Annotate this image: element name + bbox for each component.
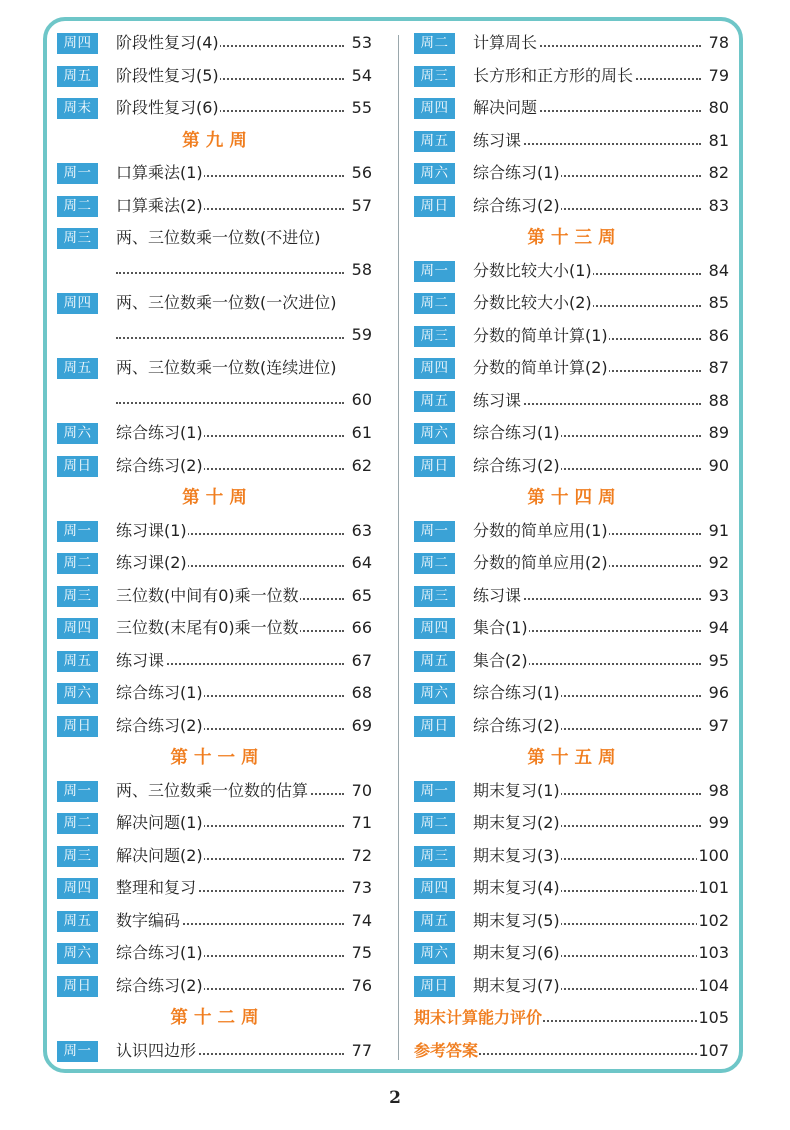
day-badge: 周五 <box>414 391 455 412</box>
toc-entry[interactable] <box>414 352 729 385</box>
entry-title: 两、三位数乘一位数的估算 <box>116 779 309 803</box>
entry-page-number: 76 <box>351 974 372 998</box>
entry-title: 期末复习(6) <box>473 941 561 965</box>
toc-entry[interactable] <box>414 970 729 1003</box>
day-badge: 周日 <box>57 456 98 477</box>
day-badge: 周五 <box>57 651 98 672</box>
toc-entry[interactable] <box>414 385 729 418</box>
day-badge: 周三 <box>57 586 98 607</box>
entry-title: 练习课 <box>473 584 522 608</box>
toc-entry[interactable] <box>414 320 729 353</box>
toc-extra-entry[interactable] <box>414 1002 729 1035</box>
toc-entry[interactable] <box>414 905 729 938</box>
toc-entry[interactable] <box>414 547 729 580</box>
entry-title: 分数的简单应用(1) <box>473 519 609 543</box>
day-badge: 周一 <box>57 521 98 542</box>
day-badge: 周日 <box>414 976 455 997</box>
entry-title: 解决问题 <box>473 96 538 120</box>
day-badge: 周四 <box>57 33 98 54</box>
toc-entry[interactable] <box>57 515 372 548</box>
toc-entry[interactable] <box>414 710 729 743</box>
entry-title: 练习课 <box>473 389 522 413</box>
day-badge: 周四 <box>414 618 455 639</box>
entry-title: 期末复习(3) <box>473 844 561 868</box>
entry-page-number: 60 <box>351 388 372 412</box>
entry-page-number: 92 <box>708 551 729 575</box>
dot-leader <box>116 402 344 404</box>
entry-page-number: 61 <box>351 421 372 445</box>
day-badge: 周五 <box>57 911 98 932</box>
entry-page-number: 65 <box>351 584 372 608</box>
entry-title: 阶段性复习(4) <box>116 31 220 55</box>
entry-title: 口算乘法(2) <box>116 194 204 218</box>
entry-page-number: 84 <box>708 259 729 283</box>
day-badge: 周三 <box>414 326 455 347</box>
toc-entry[interactable] <box>57 937 372 970</box>
entry-page-number: 57 <box>351 194 372 218</box>
toc-entry[interactable] <box>414 60 729 93</box>
entry-title: 口算乘法(1) <box>116 161 204 185</box>
entry-title: 数字编码 <box>116 909 181 933</box>
day-badge: 周三 <box>57 228 98 249</box>
entry-page-number: 94 <box>708 616 729 640</box>
week-heading-label: 第 十 三 周 <box>527 228 616 248</box>
day-badge: 周四 <box>414 878 455 899</box>
entry-title: 综合练习(1) <box>473 421 561 445</box>
entry-page-number: 90 <box>708 454 729 478</box>
day-badge: 周三 <box>414 586 455 607</box>
entry-title: 两、三位数乘一位数(一次进位) <box>116 291 338 315</box>
entry-page-number: 87 <box>708 356 729 380</box>
toc-entry[interactable] <box>57 417 372 450</box>
toc-entry[interactable] <box>57 872 372 905</box>
entry-title: 综合练习(2) <box>116 454 204 478</box>
toc-entry[interactable] <box>57 710 372 743</box>
day-badge: 周六 <box>414 423 455 444</box>
entry-page-number: 63 <box>351 519 372 543</box>
entry-title: 阶段性复习(6) <box>116 96 220 120</box>
toc-entry[interactable] <box>414 775 729 808</box>
toc-entry[interactable] <box>57 157 372 190</box>
entry-page-number: 107 <box>697 1039 729 1063</box>
day-badge: 周三 <box>414 846 455 867</box>
toc-entry[interactable] <box>414 677 729 710</box>
day-badge: 周二 <box>414 293 455 314</box>
entry-page-number: 103 <box>697 941 729 965</box>
entry-page-number: 85 <box>708 291 729 315</box>
entry-page-number: 54 <box>351 64 372 88</box>
entry-title: 两、三位数乘一位数(不进位) <box>116 226 322 250</box>
day-badge: 周一 <box>414 521 455 542</box>
entry-title: 期末复习(7) <box>473 974 561 998</box>
entry-page-number: 81 <box>708 129 729 153</box>
entry-title: 期末复习(1) <box>473 779 561 803</box>
entry-title: 综合练习(1) <box>473 681 561 705</box>
entry-page-number: 66 <box>351 616 372 640</box>
toc-entry[interactable] <box>414 125 729 158</box>
entry-page-number: 74 <box>351 909 372 933</box>
toc-entry[interactable] <box>414 450 729 483</box>
toc-entry[interactable] <box>414 417 729 450</box>
entry-page-number: 56 <box>351 161 372 185</box>
dot-leader <box>116 272 344 274</box>
toc-entry[interactable] <box>414 157 729 190</box>
toc-entry[interactable] <box>57 905 372 938</box>
entry-title: 三位数(中间有0)乘一位数 <box>116 584 300 608</box>
entry-title: 分数的简单计算(1) <box>473 324 609 348</box>
entry-title: 分数比较大小(2) <box>473 291 593 315</box>
toc-entry[interactable] <box>57 1035 372 1068</box>
entry-title: 综合练习(2) <box>473 714 561 738</box>
week-heading-label: 第 十 二 周 <box>170 1008 259 1028</box>
week-heading-label: 第 十 周 <box>182 488 247 508</box>
entry-page-number: 64 <box>351 551 372 575</box>
entry-page-number: 99 <box>708 811 729 835</box>
entry-title: 分数的简单计算(2) <box>473 356 609 380</box>
day-badge: 周一 <box>57 1041 98 1062</box>
toc-entry[interactable] <box>57 677 372 710</box>
entry-title: 练习课(1) <box>116 519 188 543</box>
day-badge: 周四 <box>414 98 455 119</box>
entry-title: 综合练习(2) <box>473 194 561 218</box>
week-heading-label: 第 十 五 周 <box>527 748 616 768</box>
toc-entry[interactable] <box>57 547 372 580</box>
day-badge: 周三 <box>57 846 98 867</box>
entry-page-number: 83 <box>708 194 729 218</box>
toc-entry[interactable] <box>414 515 729 548</box>
entry-page-number: 91 <box>708 519 729 543</box>
day-badge: 周二 <box>57 813 98 834</box>
entry-page-number: 69 <box>351 714 372 738</box>
entry-title: 练习课 <box>473 129 522 153</box>
entry-page-number: 75 <box>351 941 372 965</box>
toc-entry[interactable] <box>57 352 372 417</box>
week-heading <box>414 482 729 515</box>
entry-title: 分数比较大小(1) <box>473 259 593 283</box>
entry-page-number: 78 <box>708 31 729 55</box>
entry-page-number: 95 <box>708 649 729 673</box>
entry-page-number: 77 <box>351 1039 372 1063</box>
toc-entry[interactable] <box>57 580 372 613</box>
toc-entry[interactable] <box>414 840 729 873</box>
entry-page-number: 68 <box>351 681 372 705</box>
day-badge: 周一 <box>57 163 98 184</box>
week-heading <box>414 222 729 255</box>
toc-entry[interactable] <box>414 255 729 288</box>
entry-title: 综合练习(2) <box>473 454 561 478</box>
day-badge: 周五 <box>414 131 455 152</box>
entry-page-number: 70 <box>351 779 372 803</box>
day-badge: 周一 <box>414 781 455 802</box>
day-badge: 周五 <box>57 66 98 87</box>
day-badge: 周二 <box>57 196 98 217</box>
week-heading <box>57 125 372 158</box>
entry-title: 阶段性复习(5) <box>116 64 220 88</box>
entry-page-number: 93 <box>708 584 729 608</box>
week-heading <box>57 742 372 775</box>
toc-entry[interactable] <box>414 27 729 60</box>
entry-title: 期末复习(2) <box>473 811 561 835</box>
toc-entry[interactable] <box>414 190 729 223</box>
day-badge: 周四 <box>57 293 98 314</box>
entry-title: 集合(2) <box>473 649 529 673</box>
entry-title: 综合练习(1) <box>473 161 561 185</box>
toc-entry[interactable] <box>57 27 372 60</box>
entry-title: 综合练习(2) <box>116 714 204 738</box>
entry-title: 三位数(末尾有0)乘一位数 <box>116 616 300 640</box>
page-number: 2 <box>389 1088 401 1108</box>
week-heading <box>57 482 372 515</box>
day-badge: 周三 <box>414 66 455 87</box>
day-badge: 周二 <box>414 33 455 54</box>
entry-title: 解决问题(1) <box>116 811 204 835</box>
day-badge: 周二 <box>414 553 455 574</box>
day-badge: 周六 <box>414 163 455 184</box>
week-heading <box>57 1002 372 1035</box>
entry-page-number: 88 <box>708 389 729 413</box>
day-badge: 周四 <box>414 358 455 379</box>
day-badge: 周日 <box>414 456 455 477</box>
day-badge: 周五 <box>414 651 455 672</box>
day-badge: 周六 <box>414 943 455 964</box>
entry-page-number: 97 <box>708 714 729 738</box>
toc-entry[interactable] <box>414 645 729 678</box>
toc-entry[interactable] <box>57 222 372 287</box>
dot-leader <box>116 337 344 339</box>
day-badge: 周日 <box>414 716 455 737</box>
entry-page-number: 79 <box>708 64 729 88</box>
day-badge: 周二 <box>414 813 455 834</box>
entry-page-number: 86 <box>708 324 729 348</box>
entry-title: 认识四边形 <box>116 1039 197 1063</box>
entry-page-number: 104 <box>697 974 729 998</box>
toc-entry[interactable] <box>414 872 729 905</box>
entry-title: 参考答案 <box>414 1039 479 1063</box>
entry-page-number: 105 <box>697 1006 729 1030</box>
entry-title: 期末复习(4) <box>473 876 561 900</box>
entry-title: 两、三位数乘一位数(连续进位) <box>116 356 338 380</box>
day-badge: 周六 <box>57 943 98 964</box>
entry-title: 长方形和正方形的周长 <box>473 64 634 88</box>
toc-entry[interactable] <box>57 287 372 352</box>
entry-page-number: 67 <box>351 649 372 673</box>
day-badge: 周四 <box>57 618 98 639</box>
toc-entry[interactable] <box>57 807 372 840</box>
week-heading-label: 第 十 一 周 <box>170 748 259 768</box>
entry-page-number: 82 <box>708 161 729 185</box>
week-heading-label: 第 九 周 <box>182 130 247 151</box>
entry-page-number: 72 <box>351 844 372 868</box>
day-badge: 周一 <box>414 261 455 282</box>
entry-page-number: 101 <box>697 876 729 900</box>
day-badge: 周末 <box>57 98 98 119</box>
toc-entry[interactable] <box>57 612 372 645</box>
toc-entry[interactable] <box>57 775 372 808</box>
entry-page-number: 53 <box>351 31 372 55</box>
toc-right-column <box>414 27 729 1067</box>
entry-title: 分数的简单应用(2) <box>473 551 609 575</box>
entry-page-number: 55 <box>351 96 372 120</box>
entry-page-number: 80 <box>708 96 729 120</box>
toc-entry[interactable] <box>414 287 729 320</box>
entry-title: 综合练习(1) <box>116 681 204 705</box>
week-heading-label: 第 十 四 周 <box>527 488 616 508</box>
entry-page-number: 89 <box>708 421 729 445</box>
entry-title: 练习课(2) <box>116 551 188 575</box>
day-badge: 周四 <box>57 878 98 899</box>
column-divider <box>398 35 399 1060</box>
entry-page-number: 73 <box>351 876 372 900</box>
day-badge: 周六 <box>57 683 98 704</box>
toc-entry[interactable] <box>57 645 372 678</box>
entry-page-number: 100 <box>697 844 729 868</box>
entry-page-number: 96 <box>708 681 729 705</box>
entry-page-number: 102 <box>697 909 729 933</box>
day-badge: 周六 <box>414 683 455 704</box>
toc-entry[interactable] <box>414 580 729 613</box>
day-badge: 周五 <box>414 911 455 932</box>
toc-entry[interactable] <box>414 612 729 645</box>
entry-page-number: 98 <box>708 779 729 803</box>
entry-title: 期末复习(5) <box>473 909 561 933</box>
toc-entry[interactable] <box>57 60 372 93</box>
entry-title: 期末计算能力评价 <box>414 1006 543 1030</box>
entry-page-number: 58 <box>351 258 372 282</box>
entry-page-number: 59 <box>351 323 372 347</box>
week-heading <box>414 742 729 775</box>
entry-title: 集合(1) <box>473 616 529 640</box>
toc-entry[interactable] <box>57 190 372 223</box>
entry-title: 练习课 <box>116 649 165 673</box>
entry-title: 综合练习(2) <box>116 974 204 998</box>
toc-entry[interactable] <box>414 937 729 970</box>
day-badge: 周日 <box>57 716 98 737</box>
day-badge: 周二 <box>57 553 98 574</box>
toc-extra-entry[interactable] <box>414 1035 729 1068</box>
day-badge: 周六 <box>57 423 98 444</box>
day-badge: 周一 <box>57 781 98 802</box>
day-badge: 周日 <box>57 976 98 997</box>
toc-entry[interactable] <box>57 840 372 873</box>
entry-title: 计算周长 <box>473 31 538 55</box>
entry-page-number: 71 <box>351 811 372 835</box>
entry-title: 解决问题(2) <box>116 844 204 868</box>
day-badge: 周五 <box>57 358 98 379</box>
entry-title: 整理和复习 <box>116 876 197 900</box>
toc-entry[interactable] <box>57 970 372 1003</box>
entry-title: 综合练习(1) <box>116 941 204 965</box>
entry-title: 综合练习(1) <box>116 421 204 445</box>
toc-entry[interactable] <box>57 92 372 125</box>
entry-page-number: 62 <box>351 454 372 478</box>
toc-entry[interactable] <box>414 92 729 125</box>
day-badge: 周日 <box>414 196 455 217</box>
toc-entry[interactable] <box>414 807 729 840</box>
toc-left-column <box>57 27 372 1067</box>
toc-entry[interactable] <box>57 450 372 483</box>
